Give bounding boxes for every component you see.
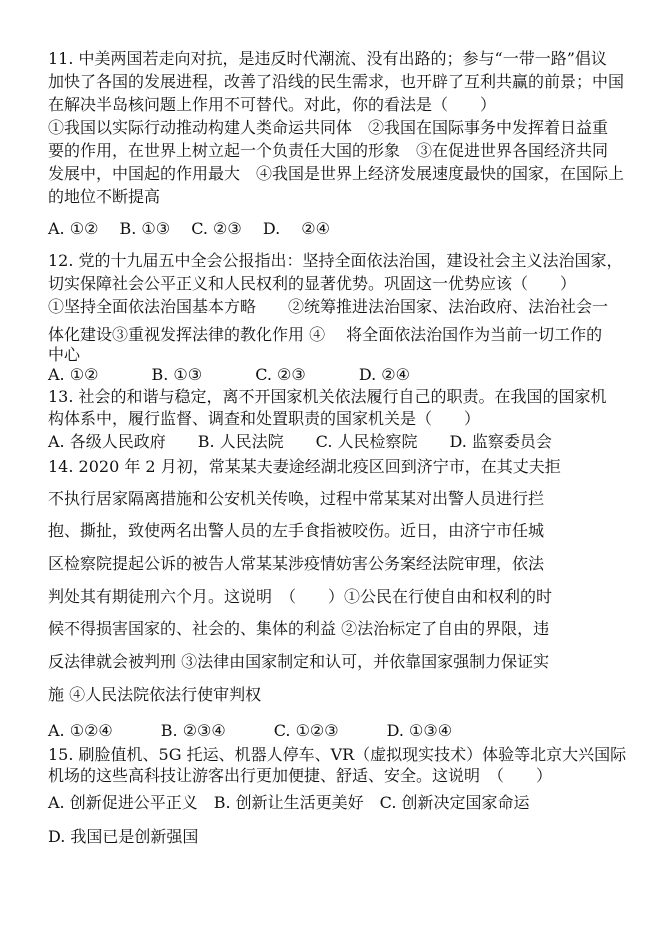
q14-line-1: 14. 2020 年 2 月初，常某某夫妻途经湖北疫区回到济宁市，在其丈夫拒: [48, 457, 561, 476]
q11-line-3: 在解决半岛核问题上作用不可替代。对此，你的看法是（ ）: [48, 95, 497, 114]
q15-line-1: 15. 刷脸值机、5G 托运、机器人停车、VR（虚拟现实技术）体验等北京大兴国际: [48, 745, 627, 764]
q14-line-6: 候不得损害国家的、社会的、集体的利益 ②法治标定了自由的界限，违: [48, 619, 550, 638]
q11-line-6: 发展中，中国起的作用最大 ④我国是世界上经济发展速度最快的国家，在国际上: [48, 164, 625, 183]
q12-options: A. ①② B. ①③ C. ②③ D. ②④: [48, 365, 410, 384]
q14-line-5: 判处其有期徒刑六个月。这说明 （ ）①公民在行使自由和权利的时: [48, 587, 553, 606]
q14-line-3: 抱、撕扯，致使两名出警人员的左手食指被咬伤。近日，由济宁市任城: [48, 521, 545, 540]
q13-line-2: 构体系中，履行监督、调查和处置职责的国家机关是（ ）: [48, 409, 481, 428]
q12-line-1: 12. 党的十九届五中全会公报指出：坚持全面依法治国，建设社会主义法治国家，: [48, 251, 623, 270]
q12-line-2: 切实保障社会公平正义和人民权利的显著优势。巩固这一优势应该（ ）: [48, 274, 577, 293]
q13-options: A. 各级人民政府 B. 人民法院 C. 人民检察院 D. 监察委员会: [48, 432, 552, 451]
q11-line-1: 11. 中美两国若走向对抗，是违反时代潮流、没有出路的；参与“一带一路”倡议: [48, 49, 607, 68]
q11-options: A. ①② B. ①③ C. ②③ D. ②④: [48, 219, 330, 238]
q14-line-4: 区检察院提起公诉的被告人常某某涉疫情妨害公务案经法院审理，依法: [48, 554, 545, 573]
q14-options: A. ①②④ B. ②③④ C. ①②③ D. ①③④: [48, 721, 453, 740]
q13-line-1: 13. 社会的和谐与稳定，离不开国家机关依法履行自己的职责。在我国的国家机: [48, 387, 607, 406]
q11-line-2: 加快了各国的发展进程，改善了沿线的民生需求，也开辟了互利共赢的前景；中国: [48, 72, 625, 91]
q14-line-7: 反法律就会被判刑 ③法律由国家制定和认可，并依靠国家强制力保证实: [48, 652, 550, 671]
q12-line-4: 体化建设③重视发挥法律的教化作用 ④ 将全面依法治国作为当前一切工作的: [48, 325, 603, 344]
q15-line-2: 机场的这些高科技让游客出行更加便捷、舒适、安全。这说明 （ ）: [48, 766, 553, 785]
q11-line-4: ①我国以实际行动推动构建人类命运共同体 ②我国在国际事务中发挥着日益重: [48, 118, 609, 137]
q15-options-2: D. 我国已是创新强国: [48, 827, 199, 846]
q12-line-3: ①坚持全面依法治国基本方略 ②统筹推进法治国家、法治政府、法治社会一: [48, 297, 609, 316]
q14-line-2: 不执行居家隔离措施和公安机关传唤，过程中常某某对出警人员进行拦: [48, 489, 545, 508]
q15-options-1: A. 创新促进公平正义 B. 创新让生活更美好 C. 创新决定国家命运: [48, 793, 530, 812]
q11-line-7: 的地位不断提高: [48, 187, 161, 206]
q12-line-5: 中心: [48, 345, 81, 364]
q11-line-5: 要的作用，在世界上树立起一个负责任大国的形象 ③在促进世界各国经济共同: [48, 141, 609, 160]
q14-line-8: 施 ④人民法院依法行使审判权: [48, 685, 262, 704]
